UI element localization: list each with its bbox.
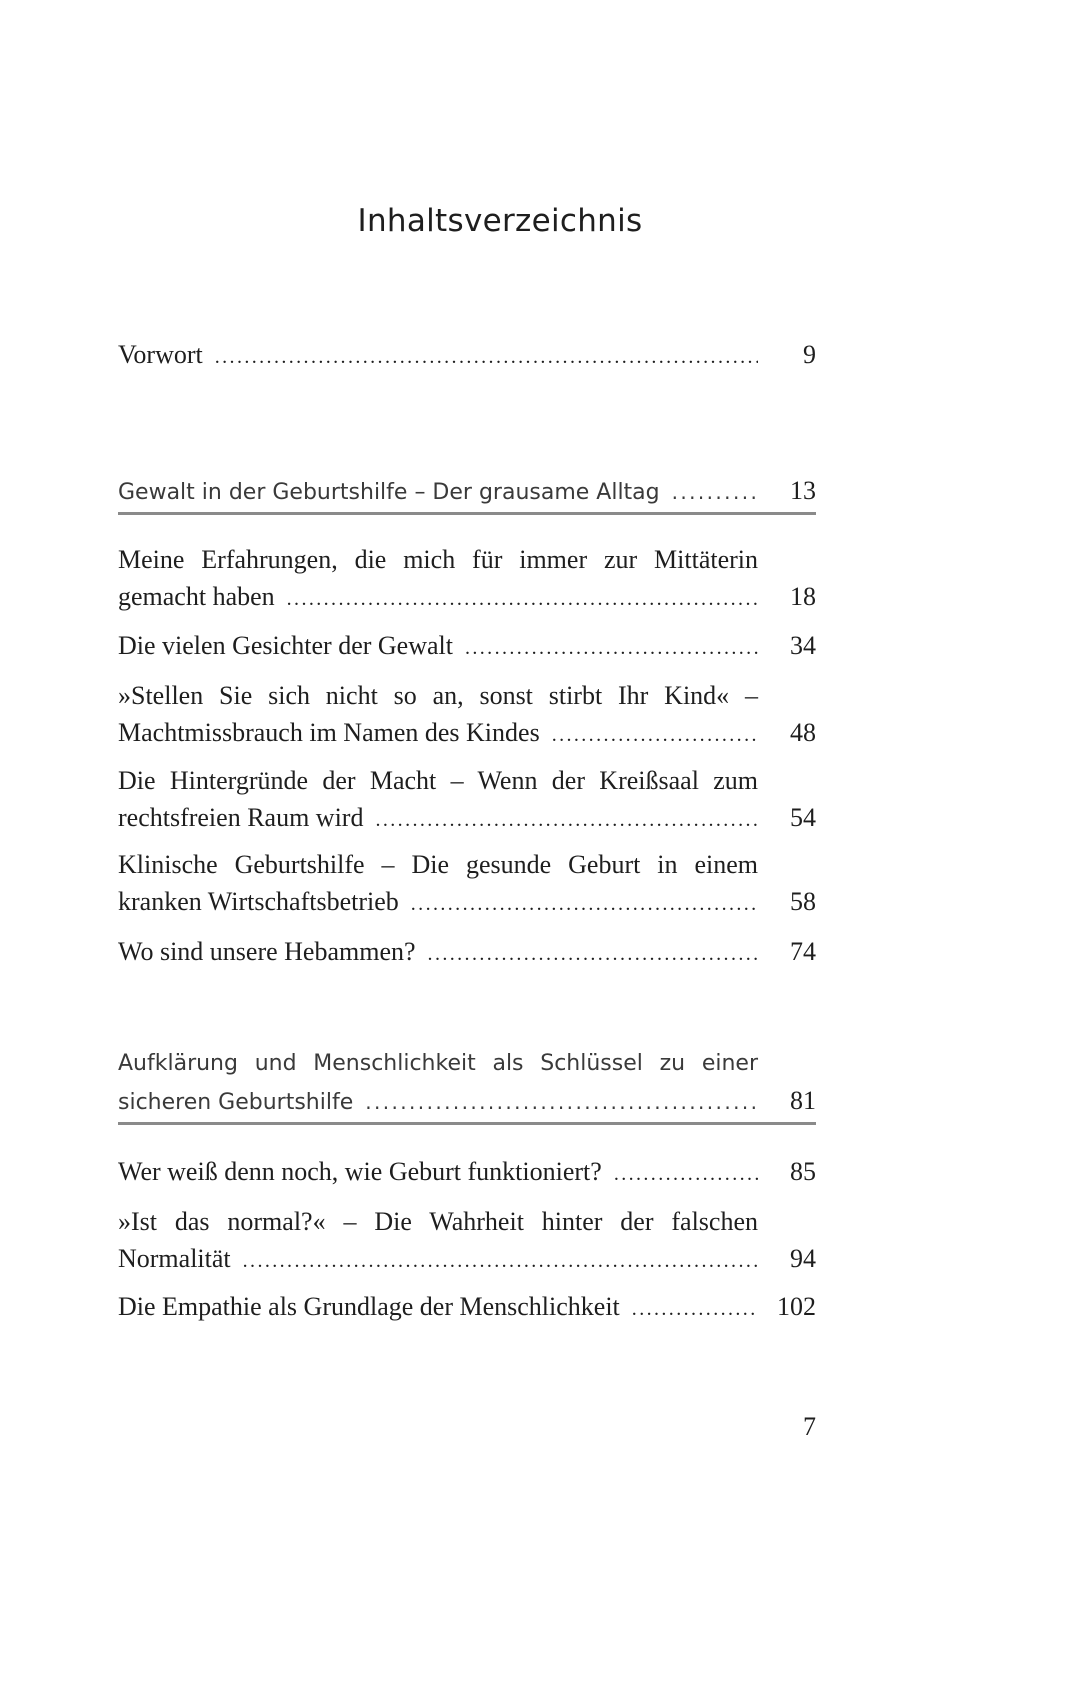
toc-entry-klinische[interactable]: [118, 846, 816, 923]
leader-dots: [632, 1291, 758, 1328]
leader-dots: [614, 1156, 758, 1193]
toc-entry-title-line: Klinische Geburtshilfe – Die gesunde Geburt in einem: [118, 850, 758, 879]
toc-entry-empathie[interactable]: [118, 1288, 816, 1328]
toc-entry-title-line: Normalität: [118, 1244, 231, 1273]
toc-entry-machtmissbrauch[interactable]: [118, 677, 816, 754]
leader-dots: [287, 581, 758, 618]
toc-entry-title-line: »Stellen Sie sich nicht so an, sonst stirbt Ihr Kind« –: [118, 681, 758, 710]
toc-entry-title-line: »Ist das normal?« – Die Wahrheit hinter der falschen: [118, 1207, 758, 1236]
toc-entry-normalitaet[interactable]: [118, 1203, 816, 1280]
toc-page-number: 102: [777, 1292, 816, 1321]
toc-page-number: 48: [790, 718, 816, 747]
toc-page-number: 13: [790, 476, 816, 505]
toc-page-number: 85: [790, 1157, 816, 1186]
leader-dots: [215, 339, 758, 376]
toc-section-aufklaerung[interactable]: [118, 1045, 816, 1121]
toc-page-number: 58: [790, 887, 816, 916]
toc-entry-title: Wer weiß denn noch, wie Geburt funktioniert?: [118, 1157, 602, 1186]
toc-entry-title-line: Die Hintergründe der Macht – Wenn der Kreißsaal zum: [118, 766, 758, 795]
leader-dots: [552, 717, 758, 754]
page-title: Inhaltsverzeichnis: [357, 203, 643, 239]
toc-section-title-line: Aufklärung und Menschlichkeit als Schlüssel zu einer: [118, 1051, 758, 1076]
toc-entry-title-line: rechtsfreien Raum wird: [118, 803, 364, 832]
toc-entry-title: Die Empathie als Grundlage der Menschlichkeit: [118, 1292, 620, 1321]
toc-entry-gesichter[interactable]: [118, 627, 816, 667]
toc-page-number: 94: [790, 1244, 816, 1273]
toc-entry-title: Vorwort: [118, 340, 203, 369]
toc-entry-hintergruende[interactable]: [118, 762, 816, 839]
leader-dots: [465, 630, 758, 667]
toc-entry-title-line: Meine Erfahrungen, die mich für immer zur Mittäterin: [118, 545, 758, 574]
leader-dots: [672, 474, 758, 511]
toc-entry-title-line: kranken Wirtschaftsbetrieb: [118, 887, 399, 916]
toc-entry-title: Die vielen Gesichter der Gewalt: [118, 631, 453, 660]
toc-entry-title-line: Machtmissbrauch im Namen des Kindes: [118, 718, 540, 747]
toc-entry-geburt-funktioniert[interactable]: [118, 1153, 816, 1193]
toc-entry-vorwort[interactable]: [118, 336, 816, 376]
toc-page-number: 74: [790, 937, 816, 966]
leader-dots: [375, 802, 758, 839]
toc-page-number: 81: [790, 1086, 816, 1115]
section-rule: [118, 1122, 816, 1125]
toc-page-number: 34: [790, 631, 816, 660]
toc-entry-hebammen[interactable]: [118, 933, 816, 973]
toc-entry-title: Wo sind unsere Hebammen?: [118, 937, 416, 966]
toc-section-title-line: sicheren Geburtshilfe: [118, 1090, 354, 1115]
toc-entry-erfahrungen[interactable]: [118, 541, 816, 618]
toc-section-gewalt[interactable]: [118, 472, 816, 511]
leader-dots: [428, 936, 758, 973]
leader-dots: [411, 886, 758, 923]
leader-dots: [243, 1243, 758, 1280]
toc-section-title: Gewalt in der Geburtshilfe – Der grausame Alltag: [118, 480, 660, 505]
toc-page-number: 18: [790, 582, 816, 611]
section-rule: [118, 512, 816, 515]
toc-page-number: 54: [790, 803, 816, 832]
page-folio: 7: [803, 1412, 816, 1441]
toc-page-number: 9: [803, 340, 816, 369]
leader-dots: [365, 1084, 758, 1121]
toc-entry-title-line: gemacht haben: [118, 582, 275, 611]
